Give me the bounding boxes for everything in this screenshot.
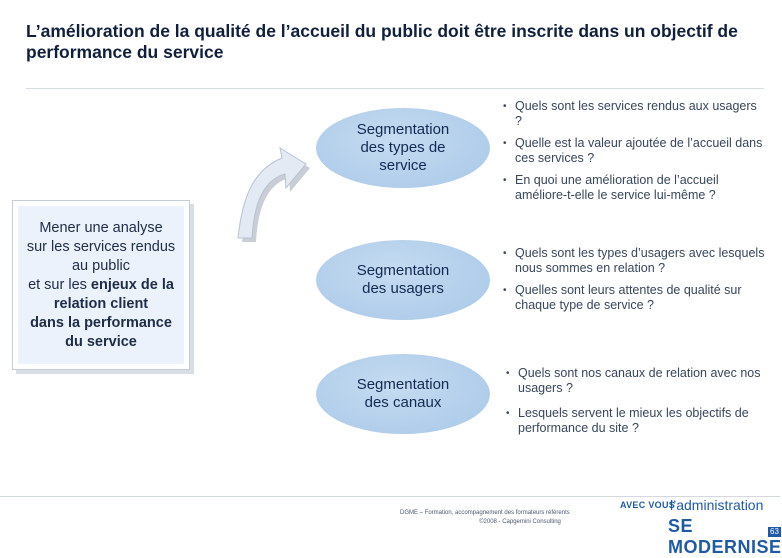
analysis-line-1: Mener une analyse (39, 219, 163, 236)
logo-administration: l’administration (670, 497, 764, 513)
question-item: • Quels sont nos canaux de relation avec nos usagers ? (506, 366, 768, 396)
analysis-line-5-bold: relation client (53, 295, 149, 312)
segment-1-line-3: service (379, 157, 427, 174)
question-item: • Quels sont les services rendus aux usagers ? (503, 99, 765, 129)
analysis-line-7-bold: du service (65, 333, 137, 350)
analysis-box-text (18, 206, 184, 364)
segment-3-line-2: des canaux (364, 394, 442, 411)
channels-questions (506, 366, 768, 443)
segment-1-line-1: Segmentation (356, 121, 450, 138)
curved-arrow-icon (200, 140, 320, 240)
analysis-line-3: au public (71, 257, 131, 274)
question-item: • Lesquels servent le mieux les objectifs de performance du site ? (506, 406, 768, 436)
question-item: • Quelle est la valeur ajoutée de l’accueil dans ces services ? (503, 136, 765, 166)
segment-channels (316, 354, 490, 434)
title-divider (26, 88, 764, 89)
service-types-questions (503, 99, 765, 210)
question-item: • En quoi une amélioration de l’accueil améliore-t-elle le service lui-même ? (503, 173, 765, 203)
footer-line-2: ©2008 - Capgemini Consulting (479, 519, 561, 525)
analysis-line-6-bold: dans la performance (30, 314, 172, 331)
logo-se-modernise: SE MODERNISE (668, 516, 782, 557)
analysis-line-4-bold: enjeux de la (90, 276, 174, 293)
segment-3-line-1: Segmentation (356, 376, 450, 393)
segment-users (316, 240, 490, 320)
question-item: • Quels sont les types d’usagers avec lesquels nous sommes en relation ? (503, 246, 765, 276)
segment-2-line-1: Segmentation (356, 262, 450, 279)
analysis-box (12, 200, 190, 370)
analysis-line-4 (28, 276, 174, 295)
analysis-line-2: sur les services rendus (26, 238, 176, 255)
users-questions (503, 246, 765, 320)
segment-service-types (316, 108, 490, 188)
segment-2-line-2: des usagers (362, 280, 444, 297)
slide-title: L’amélioration de la qualité de l’accueil du public doit être inscrite dans un objectif de performance du service (26, 21, 738, 62)
segment-1-line-2: des types de (360, 139, 446, 156)
analysis-line-4-plain: et sur les (28, 276, 91, 293)
analysis-line-5 (54, 295, 148, 314)
question-item: • Quelles sont leurs attentes de qualité sur chaque type de service ? (503, 283, 765, 313)
logo-avec-vous: AVEC VOUS (620, 500, 676, 510)
footer-credits (400, 509, 640, 527)
analysis-line-7 (65, 333, 137, 352)
page-number: 63 (770, 527, 779, 536)
administration-logo (612, 494, 782, 557)
analysis-line-6 (30, 314, 172, 333)
footer-line-1: DGME – Formation, accompagnement des formateurs référents (400, 510, 570, 516)
